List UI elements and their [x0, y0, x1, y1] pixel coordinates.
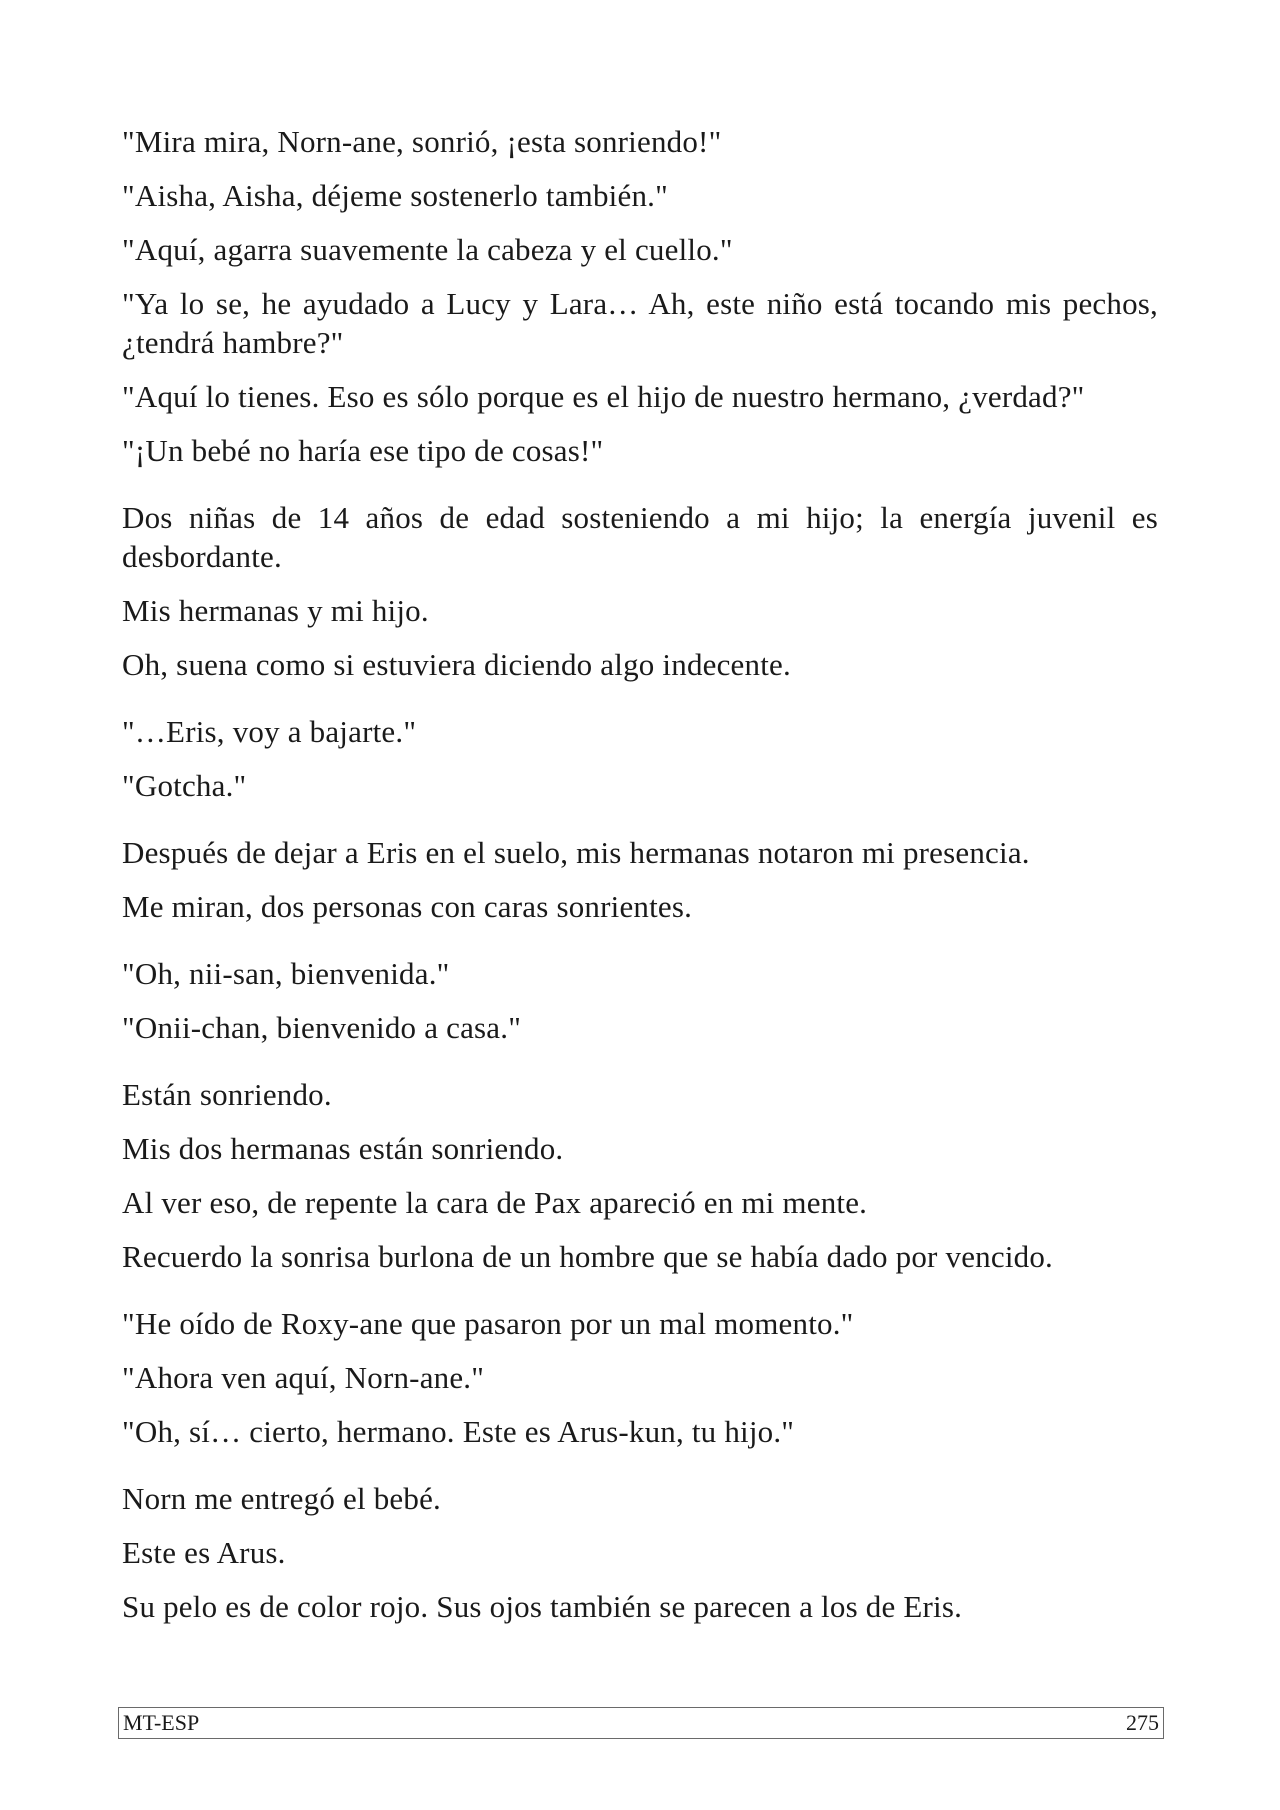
paragraph: "Ahora ven aquí, Norn-ane." [122, 1360, 485, 1395]
paragraph: "¡Un bebé no haría ese tipo de cosas!" [122, 433, 604, 468]
paragraph: Oh, suena como si estuviera diciendo algo indecente. [122, 647, 791, 682]
paragraph: "Mira mira, Norn-ane, sonrió, ¡esta sonriendo!" [122, 124, 722, 159]
footer-label: MT-ESP [123, 1710, 200, 1735]
paragraph: Norn me entregó el bebé. [122, 1481, 441, 1516]
paragraph: "Aquí lo tienes. Eso es sólo porque es el hijo de nuestro hermano, ¿verdad?" [122, 379, 1085, 414]
paragraph: Su pelo es de color rojo. Sus ojos también se parecen a los de Eris. [122, 1589, 963, 1624]
paragraph: "Gotcha." [122, 768, 247, 803]
paragraph: "Oh, nii-san, bienvenida." [122, 956, 450, 991]
paragraph: "Aisha, Aisha, déjeme sostenerlo también." [122, 178, 668, 213]
page-body [122, 122, 1158, 1641]
page-footer [118, 1707, 1164, 1739]
paragraph: Después de dejar a Eris en el suelo, mis hermanas notaron mi presencia. [122, 835, 1030, 870]
paragraph: Recuerdo la sonrisa burlona de un hombre que se había dado por vencido. [122, 1239, 1054, 1274]
paragraph: Mis dos hermanas están sonriendo. [122, 1131, 564, 1166]
paragraph: Este es Arus. [122, 1535, 286, 1570]
paragraph: Mis hermanas y mi hijo. [122, 593, 429, 628]
paragraph: Al ver eso, de repente la cara de Pax apareció en mi mente. [122, 1185, 868, 1220]
paragraph: "Ya lo se, he ayudado a Lucy y Lara… Ah, este niño está tocando mis pechos, ¿tendrá hambre?" [122, 286, 1158, 360]
paragraph: Están sonriendo. [122, 1077, 332, 1112]
paragraph: "He oído de Roxy-ane que pasaron por un mal momento." [122, 1306, 854, 1341]
paragraph: Dos niñas de 14 años de edad sosteniendo a mi hijo; la energía juvenil es desbordante. [122, 500, 1158, 574]
paragraph: "Aquí, agarra suavemente la cabeza y el cuello." [122, 232, 733, 267]
paragraph: "Oh, sí… cierto, hermano. Este es Arus-kun, tu hijo." [122, 1414, 795, 1449]
page-number: 275 [1126, 1710, 1159, 1735]
paragraph: "Onii-chan, bienvenido a casa." [122, 1010, 522, 1045]
paragraph: "…Eris, voy a bajarte." [122, 714, 417, 749]
paragraph: Me miran, dos personas con caras sonrientes. [122, 889, 693, 924]
